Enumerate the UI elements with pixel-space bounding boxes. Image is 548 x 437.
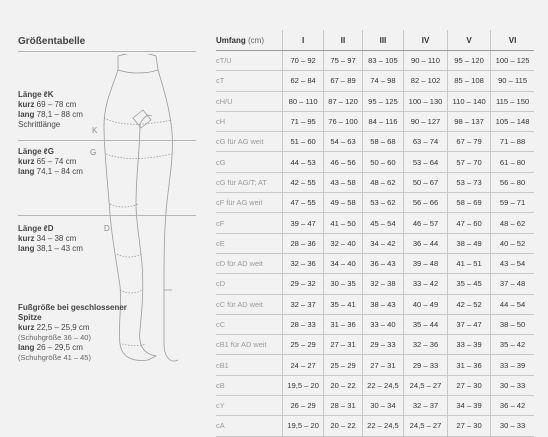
table-cell: 49 – 58 (324, 193, 363, 213)
table-row (216, 274, 534, 294)
table-cell: 24,5 – 27 (404, 416, 448, 436)
table-row (216, 132, 534, 152)
table-cell: 29 – 32 (283, 274, 324, 294)
table-cell: 50 – 67 (404, 172, 448, 192)
foot-size-lang: lang 26 – 29,5 cm (18, 343, 83, 352)
header-col-1: I (283, 30, 324, 51)
table-cell: 61 – 80 (491, 152, 534, 172)
table-cell: 100 – 125 (491, 51, 534, 71)
table-cell: 110 – 140 (447, 91, 490, 111)
table-cell: 90 – 115 (491, 71, 534, 91)
table-cell: 32 – 38 (362, 274, 403, 294)
table-cell: 47 – 55 (283, 193, 324, 213)
table-cell: 33 – 42 (404, 274, 448, 294)
table-row (216, 396, 534, 416)
row-label: cD (216, 274, 283, 294)
table-cell: 34 – 42 (362, 233, 403, 253)
table-cell: 76 – 100 (324, 111, 363, 131)
table-cell: 30 – 35 (324, 274, 363, 294)
table-cell: 29 – 33 (404, 355, 448, 375)
table-cell: 75 – 97 (324, 51, 363, 71)
table-cell: 59 – 71 (491, 193, 534, 213)
table-cell: 43 – 54 (491, 253, 534, 273)
row-label: cG für AG weit (216, 132, 283, 152)
table-cell: 33 – 39 (447, 335, 490, 355)
row-label: cT (216, 71, 283, 91)
row-label: cY (216, 396, 283, 416)
table-cell: 35 – 44 (404, 314, 448, 334)
table-cell: 105 – 148 (491, 111, 534, 131)
page-title: Größentabelle (18, 36, 86, 47)
table-cell: 58 – 68 (362, 132, 403, 152)
table-cell: 25 – 29 (324, 355, 363, 375)
table-cell: 24,5 – 27 (404, 375, 448, 395)
length-g-lang: lang 74,1 – 84 cm (18, 167, 83, 176)
table-cell: 41 – 51 (447, 253, 490, 273)
table-cell: 87 – 120 (324, 91, 363, 111)
table-cell: 22 – 24,5 (362, 375, 403, 395)
table-cell: 56 – 66 (404, 193, 448, 213)
length-k-note: Schrittlänge (18, 120, 61, 129)
length-d-heading: Länge ℓD (18, 224, 54, 233)
foot-size-kurz: kurz 22,5 – 25,9 cm (18, 323, 90, 332)
row-label: cB (216, 375, 283, 395)
table-cell: 62 – 84 (283, 71, 324, 91)
table-row (216, 375, 534, 395)
table-cell: 71 – 95 (283, 111, 324, 131)
table-row (216, 233, 534, 253)
row-label: cG (216, 152, 283, 172)
table-cell: 32 – 37 (283, 294, 324, 314)
table-cell: 39 – 48 (404, 253, 448, 273)
row-label: cB1 für AD weit (216, 335, 283, 355)
table-row (216, 314, 534, 334)
table-cell: 57 – 70 (447, 152, 490, 172)
header-col-3: III (362, 30, 403, 51)
table-cell: 19,5 – 20 (283, 375, 324, 395)
size-table (216, 30, 534, 437)
table-cell: 44 – 53 (283, 152, 324, 172)
header-col-2: II (324, 30, 363, 51)
table-cell: 48 – 62 (362, 172, 403, 192)
table-cell: 32 – 36 (283, 253, 324, 273)
length-d-kurz: kurz 34 – 38 cm (18, 234, 77, 243)
row-label: cT/U (216, 51, 283, 71)
table-cell: 58 – 69 (447, 193, 490, 213)
table-cell: 36 – 43 (362, 253, 403, 273)
table-cell: 20 – 22 (324, 375, 363, 395)
table-cell: 20 – 22 (324, 416, 363, 436)
table-cell: 67 – 89 (324, 71, 363, 91)
row-label: cG für AG/T; AT (216, 172, 283, 192)
length-k-heading: Länge ℓK (18, 90, 54, 99)
table-cell: 36 – 42 (491, 396, 534, 416)
table-cell: 26 – 29 (283, 396, 324, 416)
row-label: cC für AD weit (216, 294, 283, 314)
table-cell: 39 – 47 (283, 213, 324, 233)
row-label: cF (216, 213, 283, 233)
row-label: cH/U (216, 91, 283, 111)
row-label: cB1 (216, 355, 283, 375)
table-cell: 38 – 43 (362, 294, 403, 314)
table-cell: 53 – 62 (362, 193, 403, 213)
table-cell: 83 – 105 (362, 51, 403, 71)
table-row (216, 213, 534, 233)
table-cell: 95 – 120 (447, 51, 490, 71)
size-table-header (216, 30, 534, 51)
table-cell: 54 – 63 (324, 132, 363, 152)
table-cell: 27 – 31 (362, 355, 403, 375)
row-label: cD für AD weit (216, 253, 283, 273)
header-col-6: VI (491, 30, 534, 51)
table-cell: 31 – 36 (324, 314, 363, 334)
table-cell: 42 – 52 (447, 294, 490, 314)
table-row (216, 51, 534, 71)
foot-size-kurz-shoe: (Schuhgröße 36 – 40) (18, 333, 91, 342)
table-cell: 34 – 40 (324, 253, 363, 273)
table-cell: 32 – 36 (404, 335, 448, 355)
table-cell: 74 – 98 (362, 71, 403, 91)
table-cell: 29 – 33 (362, 335, 403, 355)
table-cell: 115 – 150 (491, 91, 534, 111)
table-row (216, 152, 534, 172)
table-cell: 32 – 37 (404, 396, 448, 416)
table-cell: 84 – 116 (362, 111, 403, 131)
table-cell: 32 – 40 (324, 233, 363, 253)
table-cell: 38 – 50 (491, 314, 534, 334)
row-label: cF für AG weit (216, 193, 283, 213)
table-cell: 71 – 88 (491, 132, 534, 152)
table-cell: 56 – 80 (491, 172, 534, 192)
divider-g (18, 215, 196, 216)
table-cell: 30 – 33 (491, 416, 534, 436)
table-row (216, 253, 534, 273)
table-cell: 38 – 49 (447, 233, 490, 253)
table-cell: 30 – 34 (362, 396, 403, 416)
table-cell: 44 – 54 (491, 294, 534, 314)
length-d-block (18, 224, 83, 254)
foot-size-block (18, 303, 128, 363)
table-cell: 53 – 73 (447, 172, 490, 192)
table-cell: 41 – 50 (324, 213, 363, 233)
row-label: cE (216, 233, 283, 253)
table-cell: 22 – 24,5 (362, 416, 403, 436)
length-d-lang: lang 38,1 – 43 cm (18, 244, 83, 253)
row-label: cC (216, 314, 283, 334)
table-cell: 19,5 – 20 (283, 416, 324, 436)
table-row (216, 294, 534, 314)
table-cell: 31 – 36 (447, 355, 490, 375)
table-cell: 95 – 125 (362, 91, 403, 111)
table-cell: 28 – 33 (283, 314, 324, 334)
table-cell: 90 – 110 (404, 51, 448, 71)
table-cell: 27 – 31 (324, 335, 363, 355)
table-cell: 50 – 60 (362, 152, 403, 172)
table-cell: 85 – 108 (447, 71, 490, 91)
marker-d: D (104, 224, 110, 233)
length-k-block (18, 90, 83, 130)
table-cell: 48 – 62 (491, 213, 534, 233)
table-cell: 51 – 60 (283, 132, 324, 152)
table-cell: 80 – 110 (283, 91, 324, 111)
table-cell: 37 – 48 (491, 274, 534, 294)
title-divider (18, 51, 196, 52)
marker-k: K (92, 126, 98, 135)
table-row (216, 355, 534, 375)
header-umfang: Umfang (cm) (216, 30, 283, 51)
length-k-lang: lang 78,1 – 88 cm (18, 110, 83, 119)
table-cell: 27 – 30 (447, 375, 490, 395)
table-cell: 33 – 39 (491, 355, 534, 375)
table-cell: 34 – 39 (447, 396, 490, 416)
table-cell: 100 – 130 (404, 91, 448, 111)
table-cell: 27 – 30 (447, 416, 490, 436)
table-row (216, 172, 534, 192)
table-cell: 28 – 31 (324, 396, 363, 416)
table-cell: 46 – 56 (324, 152, 363, 172)
foot-size-lang-shoe: (Schuhgröße 41 – 45) (18, 353, 91, 362)
header-col-4: IV (404, 30, 448, 51)
table-cell: 37 – 47 (447, 314, 490, 334)
table-cell: 30 – 33 (491, 375, 534, 395)
header-col-5: V (447, 30, 490, 51)
table-cell: 67 – 79 (447, 132, 490, 152)
length-g-heading: Länge ℓG (18, 147, 54, 156)
table-row (216, 91, 534, 111)
table-cell: 40 – 52 (491, 233, 534, 253)
table-cell: 33 – 40 (362, 314, 403, 334)
table-cell: 63 – 74 (404, 132, 448, 152)
table-cell: 43 – 58 (324, 172, 363, 192)
table-cell: 24 – 27 (283, 355, 324, 375)
table-cell: 35 – 45 (447, 274, 490, 294)
table-cell: 45 – 54 (362, 213, 403, 233)
table-row (216, 416, 534, 436)
table-cell: 40 – 49 (404, 294, 448, 314)
table-row (216, 335, 534, 355)
marker-g: G (90, 148, 97, 157)
divider-k (18, 140, 196, 141)
length-g-block (18, 147, 83, 177)
table-cell: 82 – 102 (404, 71, 448, 91)
row-label: cA (216, 416, 283, 436)
table-cell: 47 – 60 (447, 213, 490, 233)
table-row (216, 111, 534, 131)
table-cell: 53 – 64 (404, 152, 448, 172)
table-cell: 35 – 41 (324, 294, 363, 314)
table-cell: 98 – 137 (447, 111, 490, 131)
row-label: cH (216, 111, 283, 131)
table-cell: 42 – 55 (283, 172, 324, 192)
foot-size-heading: Fußgröße bei geschlossener Spitze (18, 303, 127, 322)
table-cell: 90 – 127 (404, 111, 448, 131)
table-cell: 28 – 36 (283, 233, 324, 253)
table-row (216, 71, 534, 91)
table-cell: 25 – 29 (283, 335, 324, 355)
table-cell: 36 – 44 (404, 233, 448, 253)
length-g-kurz: kurz 65 – 74 cm (18, 157, 77, 166)
table-cell: 46 – 57 (404, 213, 448, 233)
table-cell: 35 – 42 (491, 335, 534, 355)
length-k-kurz: kurz 69 – 78 cm (18, 100, 77, 109)
table-cell: 70 – 92 (283, 51, 324, 71)
table-row (216, 193, 534, 213)
